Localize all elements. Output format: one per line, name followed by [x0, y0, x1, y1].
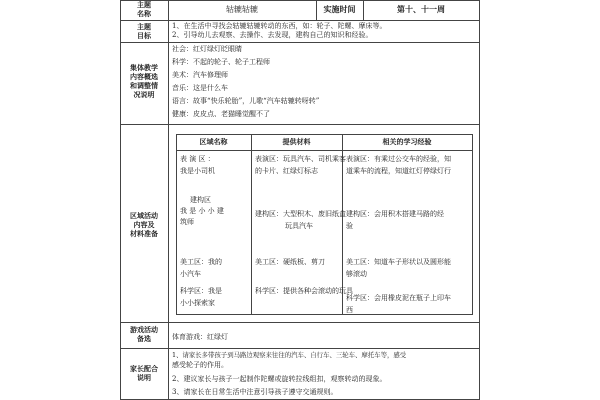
overview-line: 音乐：这是什么车: [172, 84, 228, 92]
theme-name-value: 轱辘轱辘: [226, 5, 258, 14]
rule: [168, 0, 169, 400]
rule: [120, 348, 480, 349]
area-name: 美工区：我的 小汽车: [180, 258, 222, 278]
rule: [176, 150, 473, 151]
theme-name-label: 主题 名称: [137, 1, 151, 18]
parents-line: 2、建议家长与孩子一起制作陀螺或旋转拉线组扣，观察转动的现象。: [172, 375, 387, 383]
area-materials: 表演区：玩具汽车、司机乘客 的卡片、红绿灯标志: [255, 155, 346, 175]
column-header-materials: 提供材料: [282, 138, 311, 146]
overview-line: 语言：故事“快乐轮胎”，儿歌“汽车轱辘转呀转”: [172, 97, 320, 105]
rule: [120, 42, 480, 43]
goals-label: 主题 目标: [137, 23, 151, 40]
column-header-area-name: 区域名称: [199, 138, 228, 146]
rule: [251, 134, 252, 315]
parents-label: 家长配合 说明: [130, 365, 158, 382]
rule: [120, 124, 480, 125]
area-materials: 建构区：大型积木、废旧纸盒 玩具汽车: [255, 210, 346, 230]
overview-line: 社会：红灯绿灯眨眼睛: [172, 45, 242, 53]
lesson-plan-document: [120, 0, 480, 400]
column-header-experience: 相关的学习经验: [382, 138, 432, 146]
goal-line: 1、在生活中寻找会轱辘轱辘转动的东西，如：轮子、陀螺、摩床等。: [172, 22, 387, 30]
games-text: 体育游戏：红绿灯: [172, 333, 228, 341]
parents-line: 1、请家长多带孩子到马路边观察来往往的汽车、自行车、三轮车、摩托车等，感受: [172, 351, 407, 359]
area-materials: 美工区：硬纸板、剪刀: [255, 258, 325, 266]
time-label: 实施时间: [323, 5, 356, 14]
overview-line: 健康：皮皮点、老猫睡觉醒不了: [172, 110, 270, 118]
games-label: 游戏活动 备选: [130, 326, 158, 343]
overview-line: 科学：不起的轮子、轮子工程师: [172, 58, 270, 66]
goal-line: 2、引导幼儿去观察、去操作、去发现，建构自己的知识和经验。: [172, 31, 373, 39]
rule: [120, 0, 480, 1]
areas-label: 区域活动 内容及 材料准备: [130, 212, 158, 238]
area-name: 表 演 区 ： 我是小司机: [180, 155, 215, 175]
parents-line: 感受轮子的作用。: [172, 361, 228, 369]
rule: [176, 134, 473, 135]
area-experience: 建构区：会用积木搭建马路的经 验: [346, 210, 444, 230]
rule: [472, 134, 473, 315]
rule: [479, 0, 480, 400]
area-name: 科学区：我是 小小探索家: [180, 287, 222, 307]
overview-line: 美术：汽车修理师: [172, 71, 228, 79]
area-experience: 表演区：有乘过公交车的经验，知 道乘车的流程，知道红灯停绿灯行: [346, 155, 451, 175]
area-experience: 科学区：会用橡皮泥在瓶子上印车 西: [346, 294, 451, 314]
rule: [120, 20, 480, 21]
area-materials: 科学区：提供各种会滚动的玩具: [255, 287, 353, 295]
rule: [120, 322, 480, 323]
overview-label: 集体教学 内容概选 和调整情 况说明: [130, 64, 158, 99]
area-experience: 美工区：知道车子形状以及圆形能 够滚动: [346, 258, 451, 278]
area-name: 建构区 我 是 小 小 建 筑师: [180, 196, 224, 226]
rule: [176, 134, 177, 315]
time-value: 第十、十一周: [397, 5, 445, 14]
parents-line: 3、请家长在日常生活中注意引导孩子遵守交通规则。: [172, 388, 338, 396]
